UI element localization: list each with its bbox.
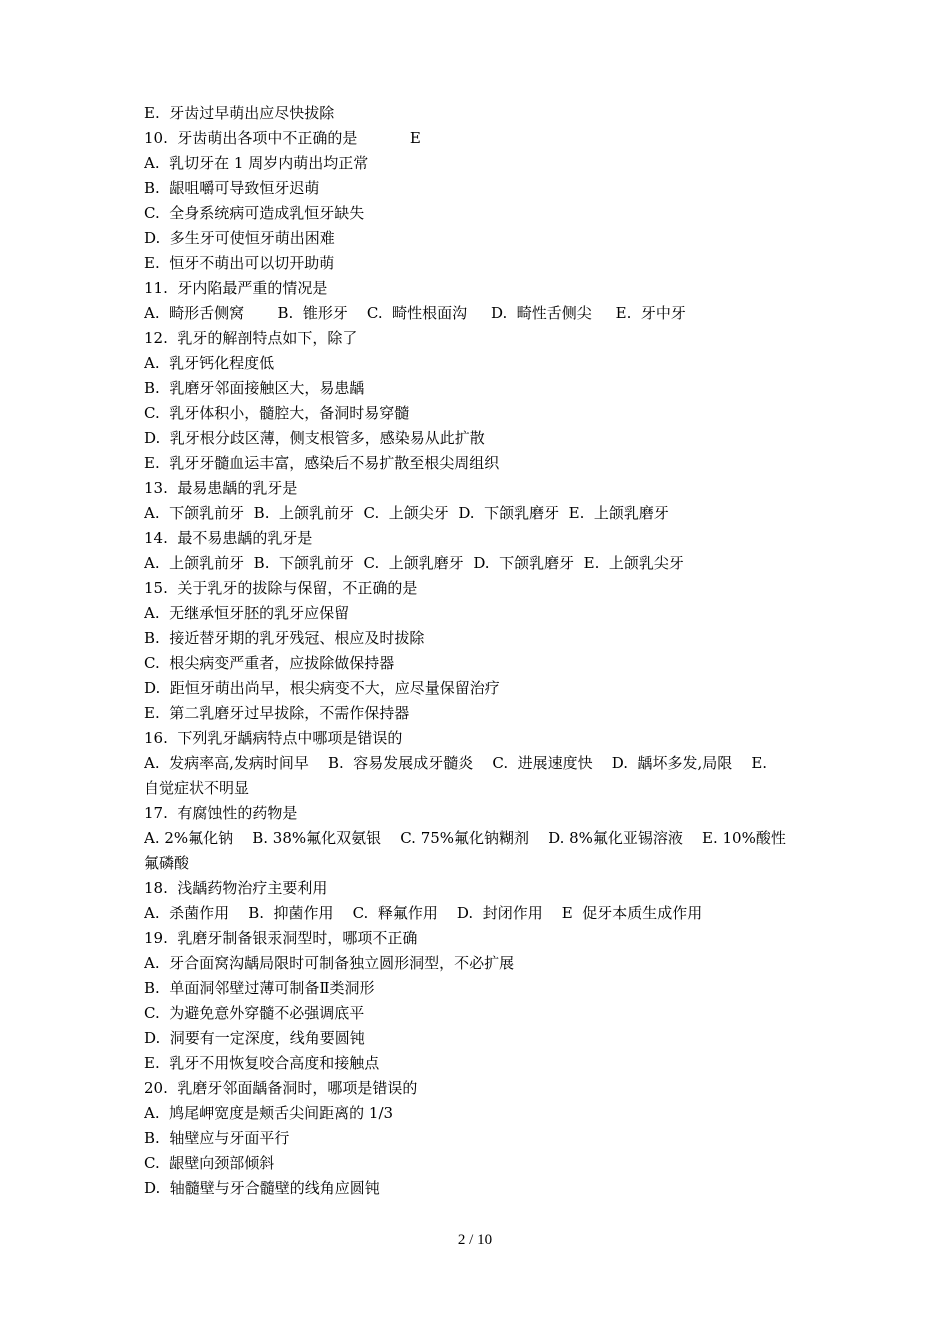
text-line: D. 洞要有一定深度，线角要圆钝: [144, 1029, 365, 1047]
text-line: 20. 乳磨牙邻面龋备洞时，哪项是错误的: [144, 1079, 418, 1097]
text-line: 14. 最不易患龋的乳牙是: [144, 529, 313, 547]
text-line: A. 鸠尾岬宽度是颊舌尖间距离的 1/3: [144, 1104, 394, 1122]
text-line: A. 乳牙钙化程度低: [144, 354, 275, 372]
text-line: B. 轴壁应与牙面平行: [144, 1129, 290, 1147]
text-line: C. 全身系统病可造成乳恒牙缺失: [144, 204, 365, 222]
text-line: 16. 下列乳牙龋病特点中哪项是错误的: [144, 729, 403, 747]
text-line: A. 无继承恒牙胚的乳牙应保留: [144, 604, 350, 622]
text-line: 11. 牙内陷最严重的情况是: [144, 279, 328, 297]
text-line: D. 距恒牙萌出尚早，根尖病变不大，应尽量保留治疗: [144, 679, 500, 697]
text-line: B. 乳磨牙邻面接触区大，易患龋: [144, 379, 365, 397]
text-line: 13. 最易患龋的乳牙是: [144, 479, 298, 497]
text-line: C. 龈壁向颈部倾斜: [144, 1154, 275, 1172]
text-line: A. 下颌乳前牙 B. 上颌乳前牙 C. 上颌尖牙 D. 下颌乳磨牙 E. 上颌乳磨牙: [144, 504, 669, 522]
page-body: [144, 101, 824, 1201]
text-line: E. 恒牙不萌出可以切开助萌: [144, 254, 335, 272]
text-line: B. 接近替牙期的乳牙残冠、根应及时拔除: [144, 629, 425, 647]
text-line: 18. 浅龋药物治疗主要利用: [144, 879, 328, 897]
text-line: 19. 乳磨牙制备银汞洞型时，哪项不正确: [144, 929, 418, 947]
text-line: A. 牙合面窝沟龋局限时可制备独立圆形洞型，不必扩展: [144, 954, 515, 972]
text-line: 氟磷酸: [144, 854, 190, 872]
text-line: 17. 有腐蚀性的药物是: [144, 804, 298, 822]
text-line: A. 畸形舌侧窝 B. 锥形牙 C. 畸性根面沟 D. 畸性舌侧尖 E. 牙中牙: [144, 304, 686, 322]
text-line: A. 杀菌作用 B. 抑菌作用 C. 释氟作用 D. 封闭作用 E 促牙本质生成作用: [144, 904, 703, 922]
text-line: C. 为避免意外穿髓不必强调底平: [144, 1004, 365, 1022]
text-line: B. 单面洞邻壁过薄可制备Ⅱ类洞形: [144, 979, 375, 997]
text-line: 15. 关于乳牙的拔除与保留，不正确的是: [144, 579, 418, 597]
text-line: A. 2%氟化钠 B. 38%氟化双氨银 C. 75%氟化钠糊剂 D. 8%氟化亚锡溶液 E. 10%酸性: [144, 829, 786, 847]
text-line: E. 牙齿过早萌出应尽快拔除: [144, 104, 335, 122]
page-number: 2 / 10: [457, 1232, 493, 1248]
text-line: E. 乳牙牙髓血运丰富，感染后不易扩散至根尖周组织: [144, 454, 500, 472]
text-line: C. 根尖病变严重者，应拔除做保持器: [144, 654, 395, 672]
text-line: D. 轴髓壁与牙合髓壁的线角应圆钝: [144, 1179, 380, 1197]
text-line: 12. 乳牙的解剖特点如下，除了: [144, 329, 358, 347]
text-line: D. 乳牙根分歧区薄，侧支根管多，感染易从此扩散: [144, 429, 485, 447]
text-line: E. 乳牙不用恢复咬合高度和接触点: [144, 1054, 380, 1072]
text-line: C. 乳牙体积小，髓腔大，备洞时易穿髓: [144, 404, 410, 422]
text-line: A. 乳切牙在 1 周岁内萌出均正常: [144, 154, 369, 172]
text-line: B. 龈咀嚼可导致恒牙迟萌: [144, 179, 320, 197]
text-line: 10. 牙齿萌出各项中不正确的是 E: [144, 129, 421, 147]
text-line: A. 上颌乳前牙 B. 下颌乳前牙 C. 上颌乳磨牙 D. 下颌乳磨牙 E. 上颌乳尖牙: [144, 554, 684, 572]
text-line: 自觉症状不明显: [144, 779, 250, 797]
text-line: E. 第二乳磨牙过早拔除，不需作保持器: [144, 704, 410, 722]
text-line: D. 多生牙可使恒牙萌出困难: [144, 229, 335, 247]
text-line: A. 发病率高,发病时间早 B. 容易发展成牙髓炎 C. 进展速度快 D. 龋坏多发,局限 E.: [144, 754, 768, 772]
